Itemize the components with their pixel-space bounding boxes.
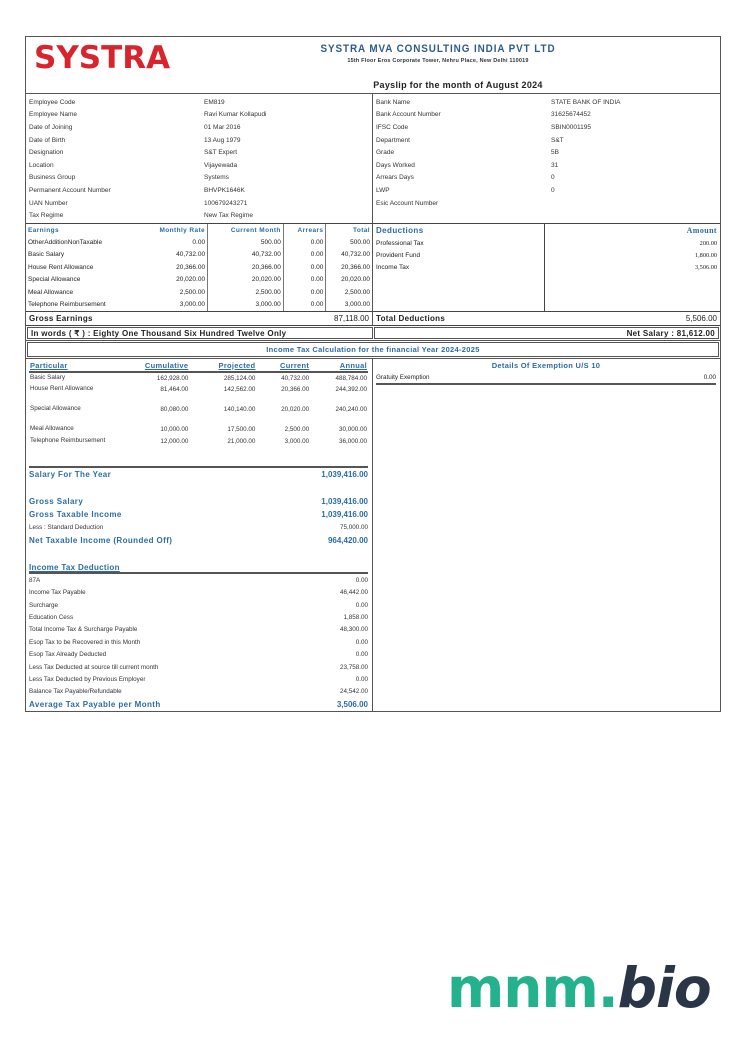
filler: [376, 274, 541, 311]
info-label: Date of Joining: [29, 123, 73, 131]
tax-deduction-label: Surcharge: [29, 601, 59, 609]
info-label: Arrears Days: [376, 174, 414, 182]
totals-row: [26, 312, 720, 326]
payslip-title: Payslip for the month of August 2024: [373, 80, 543, 90]
income-tax-calculation: [26, 359, 373, 711]
tax-deduction-value: 1,858.00: [343, 613, 368, 621]
info-label: Bank Name: [376, 98, 410, 106]
income-tax-deduction-heading: Income Tax Deduction: [29, 561, 368, 574]
tax-deduction-value: 23,758.00: [339, 663, 368, 671]
standard-deduction-label: Less : Standard Deduction: [29, 524, 104, 532]
net-taxable-value: 964,420.00: [327, 536, 368, 546]
deductions-header: Deductions: [376, 225, 424, 235]
particular-amount: 80,080.00: [160, 406, 189, 414]
tax-deduction-value: 48,300.00: [339, 626, 368, 634]
earnings-header: Earnings: [28, 226, 60, 234]
info-value: Vijayewada: [204, 161, 238, 169]
average-tax-value: 3,506.00: [336, 700, 368, 710]
income-tax-deduction-list: [29, 574, 368, 698]
tax-deduction-value: 0.00: [355, 675, 368, 683]
tax-deduction-label: Income Tax Payable: [29, 589, 86, 597]
info-row: [29, 146, 372, 159]
gross-taxable-row: [29, 508, 368, 521]
particular-row: [29, 372, 368, 384]
particular-row: [29, 404, 368, 424]
gross-salary-label: Gross Salary: [29, 497, 84, 507]
info-label: Department: [376, 136, 410, 144]
particular-amount: 244,392.00: [335, 386, 367, 394]
exemption-row: [376, 372, 716, 385]
particular-header: Cumulative: [111, 359, 189, 372]
info-row: [29, 159, 372, 172]
payslip: [25, 36, 721, 712]
earnings-header: Current Month: [208, 224, 284, 236]
particular-name: Basic Salary: [30, 374, 65, 382]
deduction-amount: 3,506.00: [694, 264, 717, 272]
earning-amount: 20,366.00: [208, 261, 284, 273]
particular-row: [29, 424, 368, 436]
info-value: 0: [551, 186, 555, 194]
info-label: Esic Account Number: [376, 199, 439, 207]
info-value: SBIN0001195: [551, 123, 591, 131]
earnings-row: [26, 261, 372, 273]
earnings-deductions: [26, 224, 720, 312]
info-label: Employee Name: [29, 111, 78, 119]
net-taxable-row: [29, 534, 368, 547]
tax-deduction-value: 46,442.00: [339, 589, 368, 597]
info-row: [29, 197, 372, 210]
deductions-labels: [373, 224, 545, 311]
info-value: S&T: [551, 136, 564, 144]
total-deductions-value: 5,506.00: [685, 314, 717, 324]
particular-row: [29, 436, 368, 456]
tax-deduction-label: Total Income Tax & Surcharge Payable: [29, 626, 138, 634]
earnings-header: Total: [352, 226, 370, 234]
salary-for-year-label: Salary For The Year: [29, 470, 112, 480]
deduction-name: Professional Tax: [376, 239, 424, 247]
info-value: STATE BANK OF INDIA: [551, 98, 621, 106]
exemption-list: [376, 372, 716, 385]
deduction-row: [376, 237, 541, 249]
tax-deduction-row: [29, 599, 368, 611]
earning-amount: 2,500.00: [139, 286, 208, 298]
average-tax-row: [29, 698, 368, 711]
earning-name: OtherAdditionNonTaxable: [28, 239, 103, 247]
deduction-row: [376, 262, 541, 274]
earning-amount: 3,000.00: [139, 298, 208, 310]
tax-deduction-row: [29, 636, 368, 648]
particular-amount: 142,562.00: [223, 386, 256, 394]
earning-amount: 20,020.00: [208, 274, 284, 286]
gross-salary-value: 1,039,416.00: [321, 497, 368, 507]
earning-amount: 40,732.00: [139, 249, 208, 261]
earning-name: Meal Allowance: [28, 288, 74, 296]
earning-amount: 0.00: [283, 274, 326, 286]
tax-deduction-label: Esop Tax Already Deducted: [29, 651, 107, 659]
tax-deduction-value: 0.00: [355, 638, 368, 646]
earning-amount: 500.00: [350, 239, 370, 247]
exemption-section: [373, 359, 720, 711]
info-value: EM819: [204, 98, 225, 106]
total-deductions-label: Total Deductions: [376, 314, 446, 324]
tax-deduction-row: [29, 673, 368, 685]
earnings-header: Arrears: [283, 224, 326, 236]
employee-info-left: [26, 94, 373, 223]
tax-deduction-value: 0.00: [355, 576, 368, 584]
earning-amount: 3,000.00: [344, 300, 370, 308]
net-salary-row: [26, 326, 720, 341]
particular-amount: 285,124.00: [223, 375, 256, 383]
earning-amount: 40,732.00: [208, 249, 284, 261]
info-label: Employee Code: [29, 98, 76, 106]
net-salary: Net Salary : 81,612.00: [626, 328, 715, 338]
earnings-section: [26, 224, 373, 311]
standard-deduction-row: [29, 521, 368, 534]
info-row: [376, 159, 720, 172]
particular-amount: 21,000.00: [227, 438, 256, 446]
info-row: [376, 121, 720, 134]
info-value: 01 Mar 2016: [204, 123, 241, 131]
tax-deduction-label: Education Cess: [29, 613, 74, 621]
info-row: [29, 121, 372, 134]
particular-amount: 10,000.00: [160, 426, 189, 434]
particular-header: Current: [256, 359, 310, 372]
info-row: [29, 172, 372, 185]
exemption-heading: Details Of Exemption U/S 10: [491, 361, 601, 371]
net-taxable-label: Net Taxable Income (Rounded Off): [29, 536, 173, 546]
deductions-section: [373, 224, 720, 311]
earning-amount: 0.00: [139, 236, 208, 248]
info-label: Bank Account Number: [376, 111, 441, 119]
earning-amount: 20,020.00: [139, 274, 208, 286]
info-value: 0: [551, 174, 555, 182]
earning-amount: 20,020.00: [341, 276, 370, 284]
deduction-row: [376, 249, 541, 261]
tax-deduction-row: [29, 574, 368, 586]
particular-amount: 162,928.00: [156, 375, 189, 383]
info-label: UAN Number: [29, 199, 68, 207]
earning-amount: 0.00: [283, 298, 326, 310]
info-label: Permanent Account Number: [29, 186, 111, 194]
company-logo: SYSTRA: [34, 40, 171, 76]
info-value: S&T Expert: [204, 149, 238, 157]
particular-amount: 140,140.00: [223, 406, 256, 414]
exemption-amount: 0.00: [703, 374, 716, 382]
earning-amount: 0.00: [283, 249, 326, 261]
deductions-header-row: [376, 224, 541, 237]
standard-deduction-value: 75,000.00: [339, 524, 368, 532]
info-value: 5B: [551, 149, 559, 157]
particular-amount: 2,500.00: [284, 426, 310, 434]
deduction-row: [548, 237, 717, 249]
info-row: [376, 172, 720, 185]
info-row: [29, 209, 372, 222]
employee-info-right: [373, 94, 720, 223]
earning-amount: 0.00: [283, 286, 326, 298]
amount-header: Amount: [686, 225, 717, 235]
deductions-amounts: [545, 224, 720, 311]
company-address: 15th Floor Eros Corporate Tower, Nehru Place, New Delhi 110019: [347, 58, 529, 64]
particular-header: Annual: [310, 359, 368, 372]
earning-amount: 20,366.00: [341, 263, 370, 271]
earning-amount: 3,000.00: [208, 298, 284, 310]
tax-deduction-row: [29, 624, 368, 636]
particular-amount: 3,000.00: [284, 438, 310, 446]
gross-salary-row: [29, 495, 368, 508]
deduction-row: [548, 249, 717, 261]
particular-name: Special Allowance: [30, 405, 81, 413]
average-tax-label: Average Tax Payable per Month: [29, 700, 161, 710]
deduction-name: Income Tax: [376, 264, 410, 272]
earnings-table: [26, 224, 372, 311]
earning-amount: 0.00: [283, 236, 326, 248]
particular-amount: 36,000.00: [338, 438, 367, 446]
info-row: [29, 134, 372, 147]
info-label: Designation: [29, 149, 64, 157]
tax-deduction-label: Less Tax Deducted at source till current month: [29, 663, 159, 671]
tax-deduction-label: Less Tax Deducted by Previous Employer: [29, 675, 146, 683]
tax-deduction-row: [29, 661, 368, 673]
earnings-header: Monthly Rate: [139, 224, 208, 236]
info-value: 13 Aug 1979: [204, 136, 241, 144]
info-label: Days Worked: [376, 161, 415, 169]
particular-amount: 40,732.00: [281, 375, 310, 383]
filler: [548, 274, 717, 311]
particulars-table: [29, 359, 368, 456]
net-in-words: In words ( ₹ ) : Eighty One Thousand Six Hundred Twelve Only: [31, 328, 287, 338]
particular-amount: 20,020.00: [281, 406, 310, 414]
earning-amount: 2,500.00: [344, 288, 370, 296]
particular-name: Telephone Reimbursement: [30, 437, 106, 445]
info-value: Systems: [204, 174, 229, 182]
info-value: Ravi Kumar Kollapudi: [204, 111, 267, 119]
deduction-amount: 1,800.00: [694, 252, 717, 260]
earning-name: Telephone Reimbursement: [28, 300, 106, 308]
info-row: [376, 197, 720, 210]
earning-amount: 40,732.00: [341, 251, 370, 259]
particular-amount: 30,000.00: [338, 426, 367, 434]
tax-deduction-value: 24,542.00: [339, 688, 368, 696]
tax-deduction-row: [29, 648, 368, 660]
earnings-row: [26, 286, 372, 298]
earnings-row: [26, 274, 372, 286]
gross-taxable-value: 1,039,416.00: [321, 510, 368, 520]
particular-header: Projected: [189, 359, 256, 372]
particular-amount: 240,240.00: [335, 406, 367, 414]
earnings-row: [26, 298, 372, 310]
tax-deduction-row: [29, 611, 368, 623]
info-label: Grade: [376, 149, 395, 157]
info-row: [29, 109, 372, 122]
employee-info: [26, 94, 720, 224]
gross-earnings-label: Gross Earnings: [29, 314, 93, 324]
deduction-amount: 200.00: [699, 239, 717, 247]
info-row: [376, 146, 720, 159]
payslip-header: [26, 37, 720, 94]
info-label: IFSC Code: [376, 123, 409, 131]
info-row: [376, 109, 720, 122]
info-label: Tax Regime: [29, 212, 64, 220]
info-value: BHVPK1646K: [204, 186, 245, 194]
gross-taxable-label: Gross Taxable Income: [29, 510, 122, 520]
amount-header-row: [548, 224, 717, 237]
particular-amount: 17,500.00: [227, 426, 256, 434]
info-row: [376, 184, 720, 197]
tax-deduction-value: 0.00: [355, 651, 368, 659]
footer-brand-logo: [447, 958, 711, 1018]
salary-for-year-value: 1,039,416.00: [321, 470, 368, 480]
particular-name: Meal Allowance: [30, 425, 74, 433]
info-value: 100679243271: [204, 199, 248, 207]
tax-deduction-label: 87A: [29, 576, 41, 584]
income-tax-section: [26, 358, 720, 711]
earnings-row: [26, 236, 372, 248]
deduction-row: [548, 262, 717, 274]
tax-deduction-row: [29, 587, 368, 599]
brand-part-b: bio: [617, 956, 711, 1020]
info-value: 31: [551, 161, 559, 169]
info-label: Business Group: [29, 174, 76, 182]
earning-name: Basic Salary: [28, 251, 65, 259]
particular-row: [29, 384, 368, 404]
earning-name: House Rent Allowance: [28, 263, 94, 271]
earning-amount: 500.00: [208, 236, 284, 248]
info-label: LWP: [376, 186, 390, 194]
particular-amount: 81,464.00: [160, 386, 189, 394]
info-row: [29, 96, 372, 109]
info-value: 31625674452: [551, 111, 591, 119]
salary-for-year-row: [29, 468, 368, 481]
info-row: [29, 184, 372, 197]
tax-deduction-row: [29, 686, 368, 698]
earning-amount: 20,366.00: [139, 261, 208, 273]
income-tax-title: Income Tax Calculation for the financial Year 2024-2025: [27, 342, 719, 357]
earnings-row: [26, 249, 372, 261]
earning-amount: 0.00: [283, 261, 326, 273]
info-row: [376, 96, 720, 109]
earning-amount: 2,500.00: [208, 286, 284, 298]
info-row: [376, 134, 720, 147]
tax-deduction-label: Esop Tax to be Recovered in this Month: [29, 638, 141, 646]
particular-amount: 488,784.00: [335, 375, 367, 383]
brand-part-a: mnm.: [447, 956, 618, 1020]
gross-earnings-value: 87,118.00: [334, 314, 369, 324]
info-label: Location: [29, 161, 54, 169]
info-value: New Tax Regime: [204, 212, 254, 220]
particular-header: Particular: [29, 359, 111, 372]
company-block: [216, 43, 660, 64]
tax-deduction-label: Balance Tax Payable/Refundable: [29, 688, 122, 696]
particular-amount: 12,000.00: [160, 438, 189, 446]
company-name: SYSTRA MVA CONSULTING INDIA PVT LTD: [320, 43, 556, 55]
particular-name: House Rent Allowance: [30, 385, 94, 393]
info-label: Date of Birth: [29, 136, 66, 144]
tax-deduction-value: 0.00: [355, 601, 368, 609]
particular-amount: 20,366.00: [281, 386, 310, 394]
exemption-name: Gratuity Exemption: [376, 374, 430, 382]
earning-name: Special Allowance: [28, 276, 81, 284]
deduction-name: Provident Fund: [376, 252, 421, 260]
